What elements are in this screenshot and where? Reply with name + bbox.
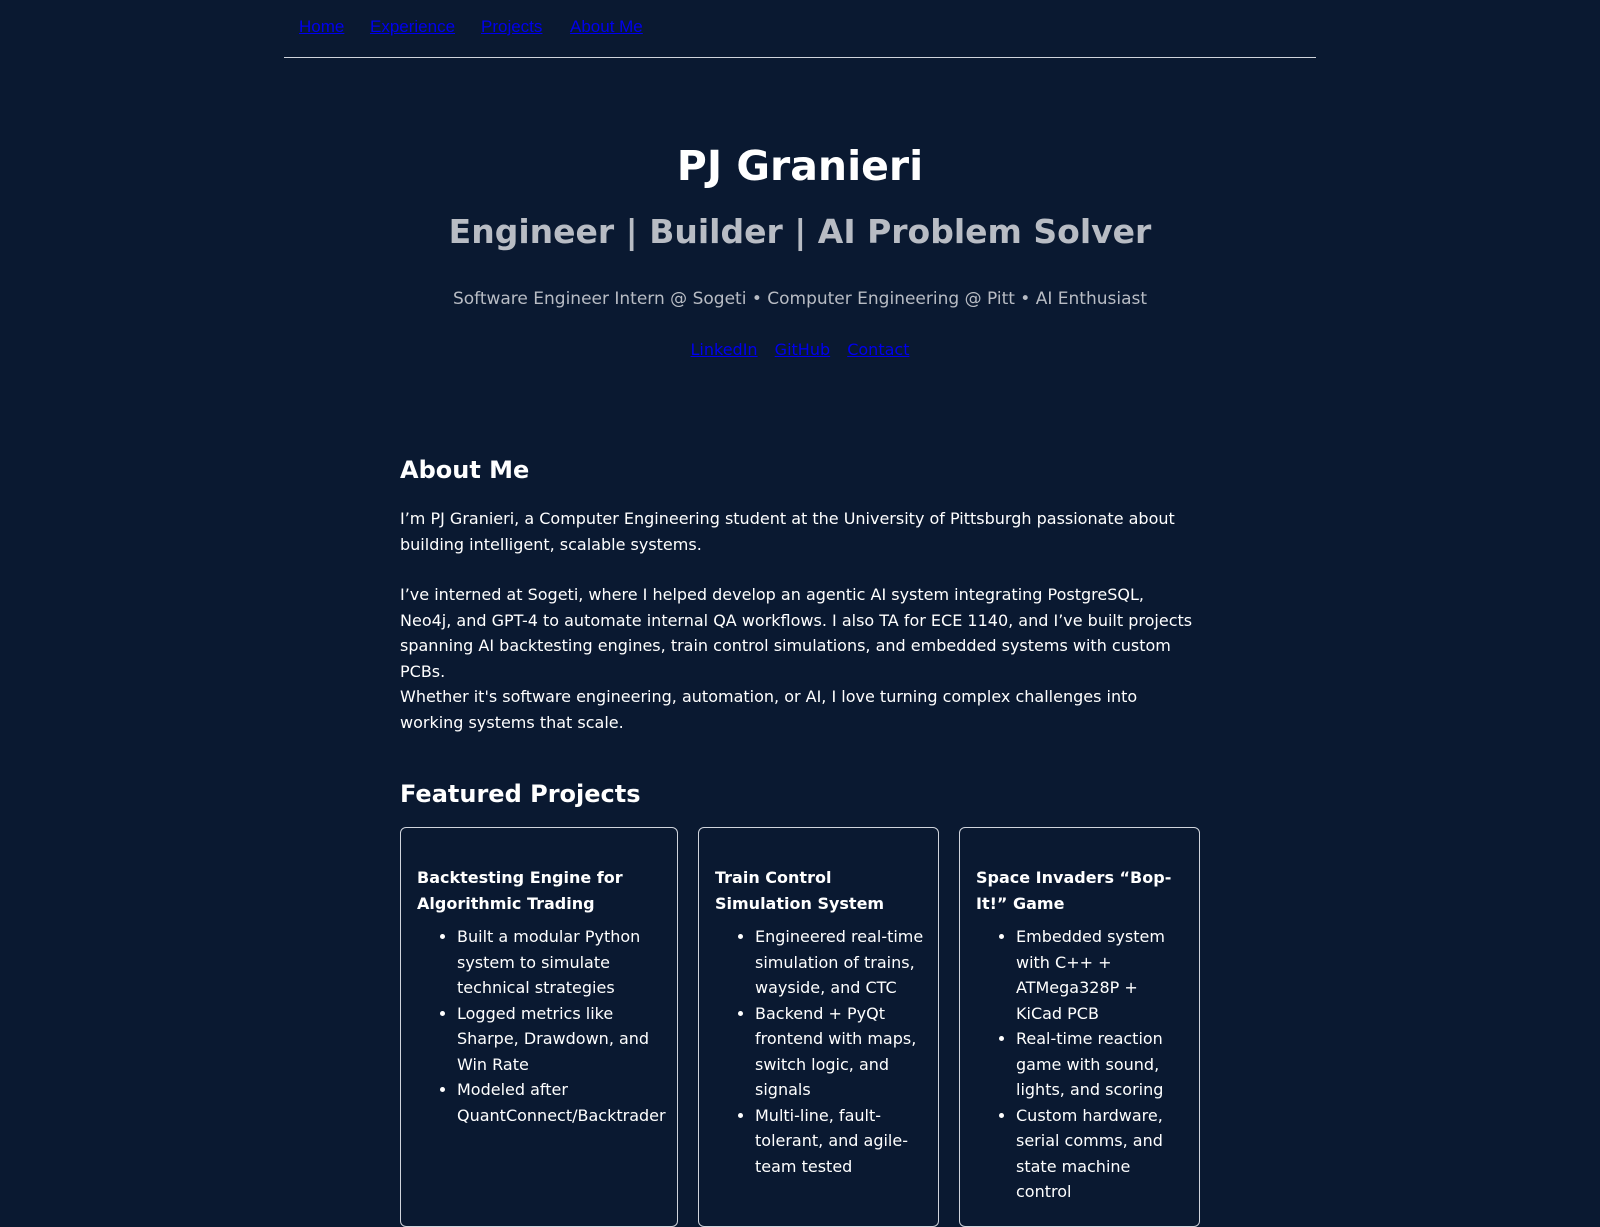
project-title: Backtesting Engine for Algorithmic Trading bbox=[417, 868, 623, 913]
project-bullets bbox=[976, 924, 1185, 1205]
contact-link[interactable]: Contact bbox=[847, 340, 910, 359]
project-bullet: • Custom hardware, serial comms, and state machine control bbox=[1016, 1103, 1185, 1205]
project-title: Train Control Simulation System bbox=[715, 868, 885, 913]
project-bullet: • Multi-line, fault-tolerant, and agile-team tested bbox=[755, 1103, 924, 1180]
about-paragraph-3: Whether it's software engineering, automation, or AI, I love turning complex challenges into working systems that scale. bbox=[400, 687, 1138, 732]
nav-link-projects[interactable]: Projects bbox=[481, 17, 543, 36]
hero-tagline: Software Engineer Intern @ Sogeti • Computer Engineering @ Pitt • AI Enthusiast bbox=[452, 289, 1148, 309]
github-link[interactable]: GitHub bbox=[774, 340, 831, 359]
top-nav bbox=[284, 0, 1316, 58]
project-bullet: • Real-time reaction game with sound, lights, and scoring bbox=[1016, 1026, 1185, 1103]
projects-heading: Featured Projects bbox=[400, 780, 641, 808]
project-card-space-invaders bbox=[959, 827, 1200, 1227]
nav-link-experience[interactable]: Experience bbox=[370, 17, 456, 36]
project-card-train-control bbox=[698, 827, 939, 1227]
nav-link-home[interactable]: Home bbox=[299, 17, 345, 36]
about-heading: About Me bbox=[400, 456, 530, 484]
project-card-backtesting bbox=[400, 827, 678, 1227]
about-paragraph-2: I’ve interned at Sogeti, where I helped develop an agentic AI system integrating PostgreSQL, Neo4j, and GPT-4 to automate internal QA workflows. I also TA for ECE 1140, and I’ve built projects spanning AI backtesting engines, train control simulations, and embedded systems with custom PCBs. bbox=[400, 585, 1193, 681]
about-paragraph-1: I’m PJ Granieri, a Computer Engineering student at the University of Pittsburgh passionate about building intelligent, scalable systems. bbox=[400, 509, 1175, 554]
linkedin-link[interactable]: LinkedIn bbox=[690, 340, 758, 359]
hero-name: PJ Granieri bbox=[676, 142, 924, 190]
project-bullets bbox=[417, 924, 666, 1128]
project-title: Space Invaders “Bop-It!” Game bbox=[976, 868, 1172, 913]
project-bullet: • Engineered real-time simulation of trains, wayside, and CTC bbox=[755, 924, 924, 1001]
project-bullet: • Logged metrics like Sharpe, Drawdown, and Win Rate bbox=[457, 1001, 663, 1078]
nav-link-about-me[interactable]: About Me bbox=[570, 17, 643, 36]
project-bullet: • Built a modular Python system to simulate technical strategies bbox=[457, 924, 663, 1001]
project-bullet: • Modeled after QuantConnect/Backtrader bbox=[457, 1077, 663, 1128]
hero-subtitle: Engineer | Builder | AI Problem Solver bbox=[448, 212, 1152, 251]
project-bullets bbox=[715, 924, 924, 1179]
hero-social-links bbox=[0, 340, 1600, 359]
project-bullet: • Backend + PyQt frontend with maps, switch logic, and signals bbox=[755, 1001, 924, 1103]
project-bullet: • Embedded system with C++ + ATMega328P + KiCad PCB bbox=[1016, 924, 1185, 1026]
